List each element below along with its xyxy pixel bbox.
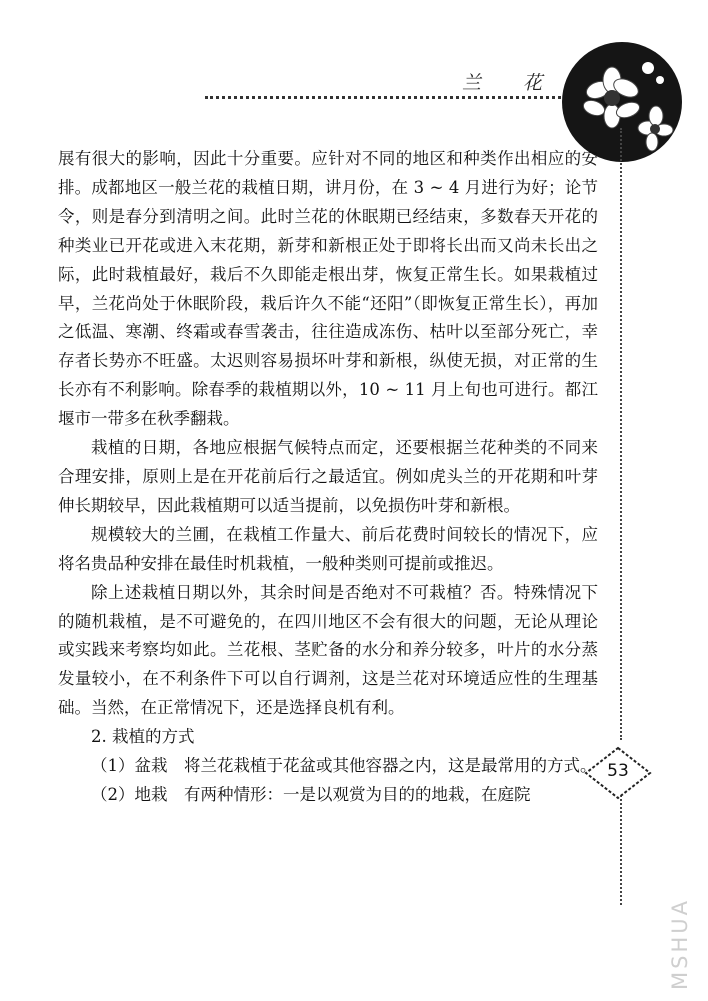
paragraph: 除上述栽植日期以外，其余时间是否绝对不可栽植？否。特殊情况下的随机栽植，是不可避免的，在四川地区不会有很大的问题，无论从理论或实践来考察均如此。兰花根、茎贮备的水分和养分较多，叶片的水分蒸发量较小，在不利条件下可以自行调剂，这是兰花对环境适应性的生理基础。当然，在正常情况下，还是选择良机有利。 — [58, 582, 598, 718]
body-text — [58, 145, 598, 810]
watermark: MSHUA — [668, 898, 692, 990]
paragraph: （2）地栽 有两种情形：一是以观赏为目的的地栽，在庭院 — [91, 784, 531, 804]
side-dotted-rule-lower — [620, 795, 622, 905]
running-header-title: 兰 花 — [462, 72, 561, 94]
paragraph: 规模较大的兰圃，在栽植工作量大、前后花费时间较长的情况下，应将名贵品种安排在最佳时机栽植，一般种类则可提前或推迟。 — [58, 524, 598, 573]
paragraph: （1）盆栽 将兰花栽植于花盆或其他容器之内，这是最常用的方式。 — [91, 756, 597, 776]
paragraph: 栽植的日期，各地应根据气候特点而定，还要根据兰花种类的不同来合理安排，原则上是在开花前后行之最适宜。例如虎头兰的开花期和叶芽伸长期较早，因此栽植期可以适当提前，以免损伤叶芽和新根。 — [58, 438, 598, 515]
page-number: 53 — [607, 761, 629, 781]
section-heading: 2. 栽植的方式 — [91, 727, 195, 747]
header-dotted-rule — [205, 96, 585, 99]
side-dotted-rule — [620, 128, 622, 740]
paragraph: 展有很大的影响，因此十分重要。应针对不同的地区和种类作出相应的安排。成都地区一般兰花的栽植日期，讲月份，在 3 ~ 4 月进行为好；论节令，则是春分到清明之间。此时兰花的休眠期已经结束，多数春天开花的种类业已开花或进入末花期，新芽和新根正处于即将长出而又尚未长出之际，此时栽植最好，栽后不久即能走根出芽，恢复正常生长。如果栽植过早，兰花尚处于休眠阶段，栽后许久不能“还阳”（即恢复正常生长），再加之低温、寒潮、终霜或春雪袭击，往往造成冻伤、枯叶以至部分死亡，幸存者长势亦不旺盛。太迟则容易损坏叶芽和新根，纵使无损，对正常的生长亦有不利影响。除春季的栽植期以外，10 ~ 11 月上旬也可进行。都江堰市一带多在秋季翻栽。 — [58, 149, 598, 429]
